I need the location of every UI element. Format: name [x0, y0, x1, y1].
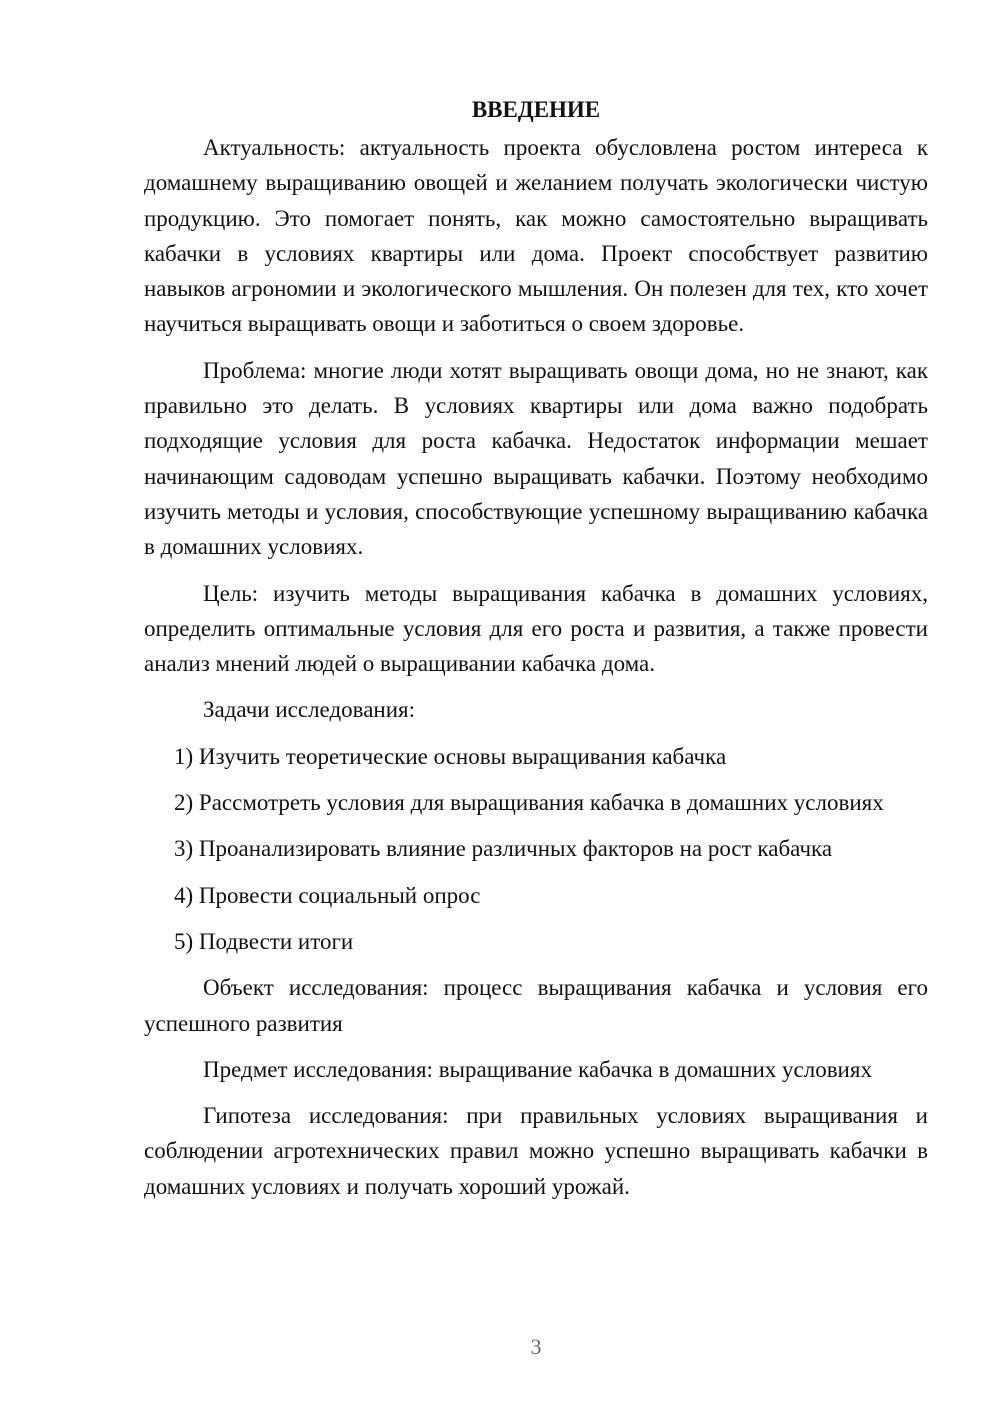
research-hypothesis: Гипотеза исследования: при правильных условиях выращивания и соблюдении агротехнических правил можно успешно выращивать кабачки в домашних условиях и получать хороший урожай.	[144, 1103, 928, 1199]
page-number: 3	[530, 1334, 542, 1359]
research-object: Объект исследования: процесс выращивания кабачка и условия его успешного развития	[144, 975, 928, 1036]
tasks-heading: Задачи исследования:	[203, 697, 416, 723]
problem-paragraph: Проблема: многие люди хотят выращивать овощи дома, но не знают, как правильно это делать. В условиях квартиры или дома важно подобрать подходящие условия для роста кабачка. Недостаток информации мешает начинающим садоводам успешно выращивать кабачки. Поэтому необходимо изучить методы и условия, способствующие успешному выращиванию кабачка в домашних условиях.	[144, 357, 928, 560]
task-item: 4) Провести социальный опрос	[174, 882, 481, 908]
task-item: 2) Рассмотреть условия для выращивания кабачка в домашних условиях	[174, 790, 884, 816]
task-item: 5) Подвести итоги	[174, 928, 354, 954]
task-item: 1) Изучить теоретические основы выращивания кабачка	[174, 743, 727, 769]
document-title: ВВЕДЕНИЕ	[471, 97, 601, 122]
task-item: 3) Проанализировать влияние различных факторов на рост кабачка	[174, 836, 833, 862]
document-page	[144, 92, 928, 1215]
goal-paragraph: Цель: изучить методы выращивания кабачка в домашних условиях, определить оптимальные условия для его роста и развития, а также провести анализ мнений людей о выращивании кабачка дома.	[144, 580, 928, 677]
research-subject: Предмет исследования: выращивание кабачка в домашних условиях	[203, 1056, 872, 1082]
relevance-paragraph: Актуальность: актуальность проекта обусловлена ростом интереса к домашнему выращиванию овощей и желанием получать экологически чистую продукцию. Это помогает понять, как можно самостоятельно выращивать кабачки в условиях квартиры или дома. Проект способствует развитию навыков агрономии и экологического мышления. Он полезен для тех, кто хочет научиться выращивать овощи и заботиться о своем здоровье.	[144, 135, 928, 337]
